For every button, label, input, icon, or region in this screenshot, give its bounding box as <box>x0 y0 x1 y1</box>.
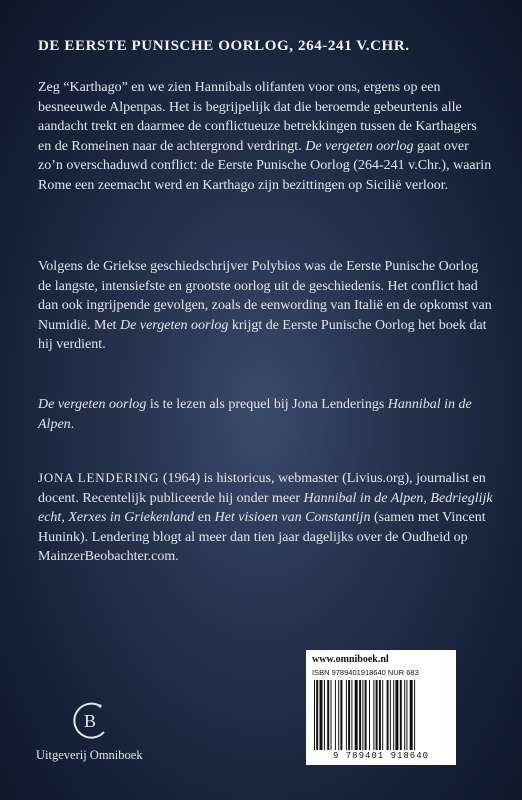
barcode-icon <box>314 680 448 750</box>
barcode-box <box>306 650 456 765</box>
bio-book-bedrieglijk: Bedrieglijk echt <box>38 490 493 525</box>
polybios-book-title: De vergeten oorlog <box>120 317 229 333</box>
cover-heading: DE EERSTE PUNISCHE OORLOG, 264-241 V.CHR. <box>38 38 410 54</box>
prequel-hannibal-title: Hannibal in de Alpen <box>38 397 472 432</box>
publisher-logo-letter: B <box>83 711 97 731</box>
intro-text-2: gaat over zo’n overschaduwd conflict: de Eerste Punische Oorlog (264-241 v.Chr.), waarin Rome een zeemacht werd en Karthago zijn bezittingen op Sicilië verloor. <box>38 138 492 193</box>
polybios-paragraph <box>38 257 493 355</box>
bio-sep-2: , <box>61 510 69 525</box>
intro-paragraph <box>38 78 493 195</box>
prequel-text-2: . <box>70 416 75 432</box>
polybios-text-2: krijgt de Eerste Punische Oorlog het boek dat hij verdient. <box>38 317 487 352</box>
bio-text-1: (1964) is historicus, webmaster (Livius.org), journalist en docent. Recentelijk publiceerde hij onder meer <box>38 471 486 506</box>
bio-book-xerxes: Xerxes in Griekenland <box>68 510 195 525</box>
prequel-text-1: is te lezen als prequel bij Jona Lenderings <box>146 397 388 412</box>
author-name: JONA LENDERING <box>38 470 160 485</box>
intro-book-title: De vergeten oorlog <box>305 138 414 154</box>
publisher-name: Uitgeverij Omniboek <box>36 748 143 762</box>
author-bio <box>38 468 493 567</box>
bio-book-constantijn: Het visioen van Constantijn <box>214 510 371 525</box>
publisher-logo-icon <box>70 698 110 744</box>
isbn-line: ISBN 9789401918640 NUR 683 <box>312 668 419 677</box>
polybios-text-1: Volgens de Griekse geschiedschrijver Polybios was de Eerste Punische Oorlog de langste, intensiefste en grootste oorlog uit de geschiedenis. Het conflict had dan ook ingrijpende gevolgen, zoals de eenwording van Italië en de opkomst van Numidië. Met <box>38 259 492 333</box>
barcode-number: 9 789401 918640 <box>332 751 429 761</box>
prequel-paragraph <box>38 395 493 434</box>
intro-text-1: Zeg “Karthago” en we zien Hannibals olifanten voor ons, ergens op een besneeuwde Alpenpas. Het is begrijpelijk dat die beroemde gebeurtenis alle aandacht trekt en daarmee de conflictueuze betrekkingen tussen de Karthagers en de Romeinen naar de achtergrond verdringt. <box>38 80 477 154</box>
bio-book-hannibal: Hannibal in de Alpen <box>303 490 424 506</box>
bio-sep-3: en <box>194 510 215 525</box>
prequel-book-title: De vergeten oorlog <box>38 397 147 412</box>
bio-sep-1: , <box>423 490 431 506</box>
bio-text-2: (samen met Vincent Hunink). Lendering blogt al meer dan tien jaar dagelijks over de Oudheid op MainzerBeobachter.com. <box>38 510 486 564</box>
publisher-website: www.omniboek.nl <box>312 654 389 665</box>
